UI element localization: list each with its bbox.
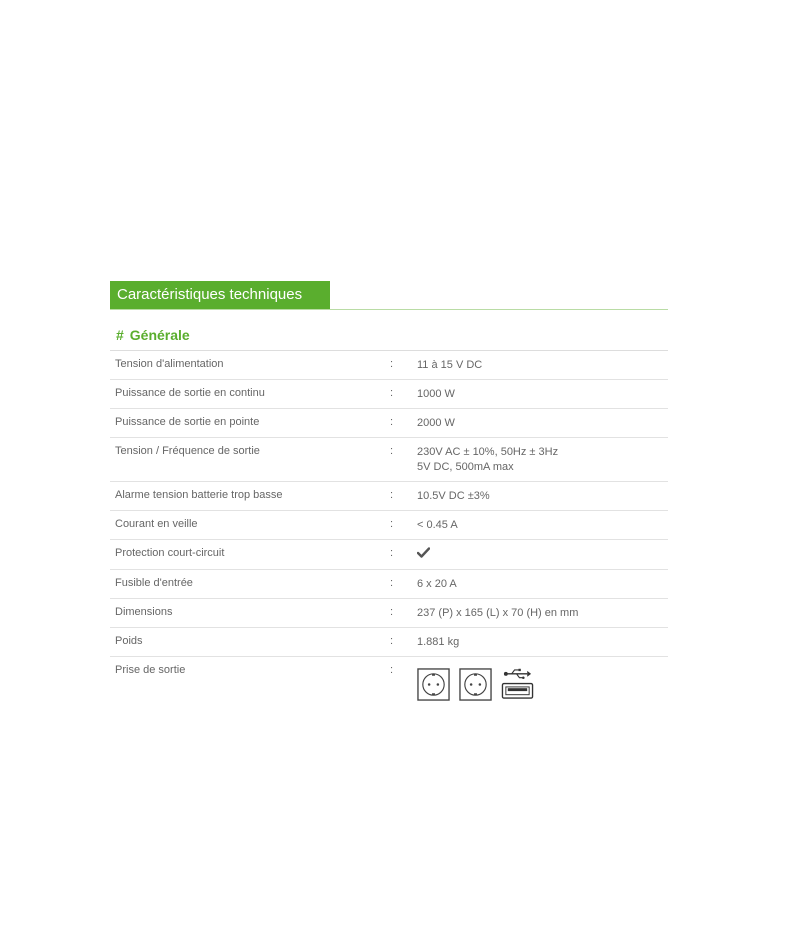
spec-value-line-1: 230V AC ± 10%, 50Hz ± 3Hz [417,446,559,458]
subheading-hash: # [116,327,124,343]
usb-port-icon [501,668,534,701]
output-sockets [417,668,668,701]
spec-value: 10.5V DC ±3% [417,490,490,502]
spec-label: Puissance de sortie en continu [115,387,265,399]
spec-label: Protection court-circuit [115,547,225,559]
spec-separator: : [390,518,394,530]
spec-row-prise-sortie [110,657,668,707]
subheading-title: Générale [129,327,190,343]
spec-row-alarme-batterie [110,482,668,511]
spec-separator: : [390,635,394,647]
spec-value [417,540,668,569]
checkmark-icon [417,547,430,558]
spec-row-protection-court-circuit [110,540,668,570]
spec-value: 6 x 20 A [417,578,457,590]
spec-label: Puissance de sortie en pointe [115,416,260,428]
spec-value: 1000 W [417,388,455,400]
spec-value: 237 (P) x 165 (L) x 70 (H) en mm [417,607,579,619]
section-header [110,281,668,310]
spec-separator: : [390,387,394,399]
section-title: Caractéristiques techniques [110,281,330,309]
spec-row-dimensions [110,599,668,628]
spec-separator: : [390,416,394,428]
spec-value: 1.881 kg [417,636,460,648]
spec-label: Fusible d'entrée [115,577,193,589]
spec-label: Tension d'alimentation [115,358,224,370]
spec-separator: : [390,547,394,559]
schuko-socket-icon [459,668,492,701]
spec-label: Dimensions [115,606,173,618]
spec-separator: : [390,664,394,676]
spec-row-tension-frequence [110,438,668,482]
spec-separator: : [390,358,394,370]
spec-row-fusible-entree [110,570,668,599]
spec-label: Prise de sortie [115,664,186,676]
spec-value: < 0.45 A [417,519,458,531]
spec-label: Poids [115,635,143,647]
spec-separator: : [390,577,394,589]
spec-value: 11 à 15 V DC [417,359,483,371]
spec-value [417,438,668,481]
spec-separator: : [390,489,394,501]
schuko-socket-icon [417,668,450,701]
spec-label: Alarme tension batterie trop basse [115,489,283,501]
subheading-generale [110,324,668,351]
spec-row-puissance-continu [110,380,668,409]
spec-row-tension-alimentation [110,351,668,380]
spec-separator: : [390,606,394,618]
spec-value-line-2: 5V DC, 500mA max [417,461,514,473]
spec-row-puissance-pointe [110,409,668,438]
spec-value [417,657,668,707]
specs-section [110,281,668,707]
spec-label: Courant en veille [115,518,198,530]
spec-value: 2000 W [417,417,455,429]
spec-label: Tension / Fréquence de sortie [115,445,260,457]
spec-row-courant-veille [110,511,668,540]
spec-separator: : [390,445,394,457]
spec-row-poids [110,628,668,657]
